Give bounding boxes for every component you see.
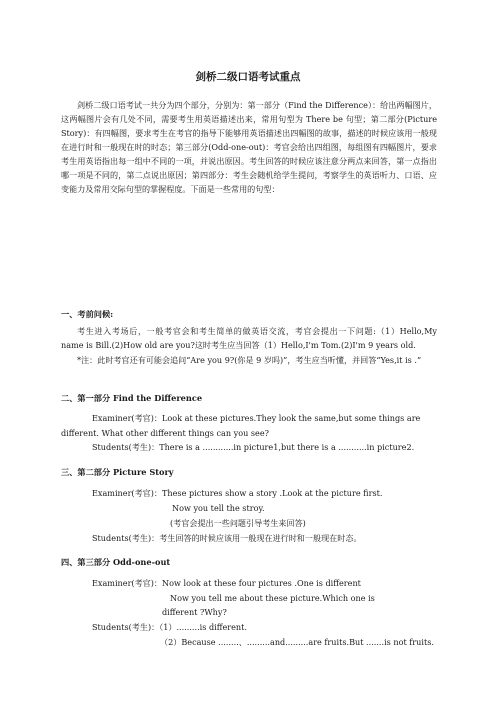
section-heading-find-difference: 二、第一部分 Find the Difference [61, 393, 203, 403]
picture-story-examiner-line-2: Now you tell the stroy. [172, 503, 265, 513]
odd-one-out-examiner-line-3: different ?Why? [162, 607, 227, 617]
find-difference-examiner-line-2: different. What other different things can you see? [61, 428, 269, 438]
find-difference-examiner-line-1: Examiner(考官)：Look at these pictures.They look the same,but some things are [92, 413, 421, 423]
odd-one-out-student-line-2: （2）Because ........、.........and.........are fruits.But .......is not fruits. [160, 637, 434, 647]
odd-one-out-examiner-line-2: Now you tell me about these picture.Which one is [170, 593, 375, 603]
section-heading-odd-one-out: 四、第三部分 Odd-one-out [61, 557, 171, 567]
picture-story-examiner-line-1: Examiner(考官)：These pictures show a story .Look at the picture first. [92, 488, 383, 498]
section-heading-greeting: 一、考前问候: [61, 309, 114, 319]
odd-one-out-examiner-line-1: Examiner(考官)：Now look at these four pictures .One is different [92, 578, 361, 588]
section-heading-picture-story: 三、第二部分 Picture Story [61, 467, 174, 477]
picture-story-student-line: Students(考生)：考生回答的时候应该用一般现在进行时和一般现在时态。 [92, 533, 362, 543]
page-title: 剑桥二级口语考试重点 [195, 71, 301, 83]
greeting-paragraph: 考生进入考场后，一般考官会和考生简单的做英语交流，考官会提出一下问题:（1）Hello,My name is Bill.(2)How old are you?这时考生应当回答（1）Hello,I'm Tom.(2)I'm 9 years old. [61, 326, 437, 350]
picture-story-examiner-line-3: (考官会提出一些问题引导考生来回答) [170, 518, 306, 528]
greeting-note: *注：此时考官还有可能会追问“Are you 9?(你是 9 岁吗)”，考生应当听懂，并回答“Yes,it is .” [77, 355, 422, 365]
intro-paragraph: 剑桥二级口语考试一共分为四个部分，分别为：第一部分（Find the Difference）：给出两幅图片，这两幅图片会有几处不同，需要考生用英语描述出来，常用句型为 There be 句型；第二部分(Picture Story)：有四幅图，要求考生在考官的指导下能够用英语描述出四幅图的故事，描述的时候应该用一般现在进行时和一般现在时的时态；第三部分(Odd-one-out)：考官会给出四组图，每组图有四幅图片，要求考生用英语指出每一组中不同的一项，并说出原因。考生回答的时候应该注意分两点来回答，第一点指出哪一项是不同的，第二点说出原因；第四部分：考生会随机给学生提问，考察学生的英语听力、口语、应变能力及常用交际句型的掌握程度。下面是一些常用的句型： [61, 100, 437, 194]
odd-one-out-student-line-1: Students(考生)：（1）.........is different. [92, 622, 247, 632]
find-difference-student-line: Students(考生)：There is a ............in picture1,but there is a ...........in picture2. [92, 442, 415, 452]
